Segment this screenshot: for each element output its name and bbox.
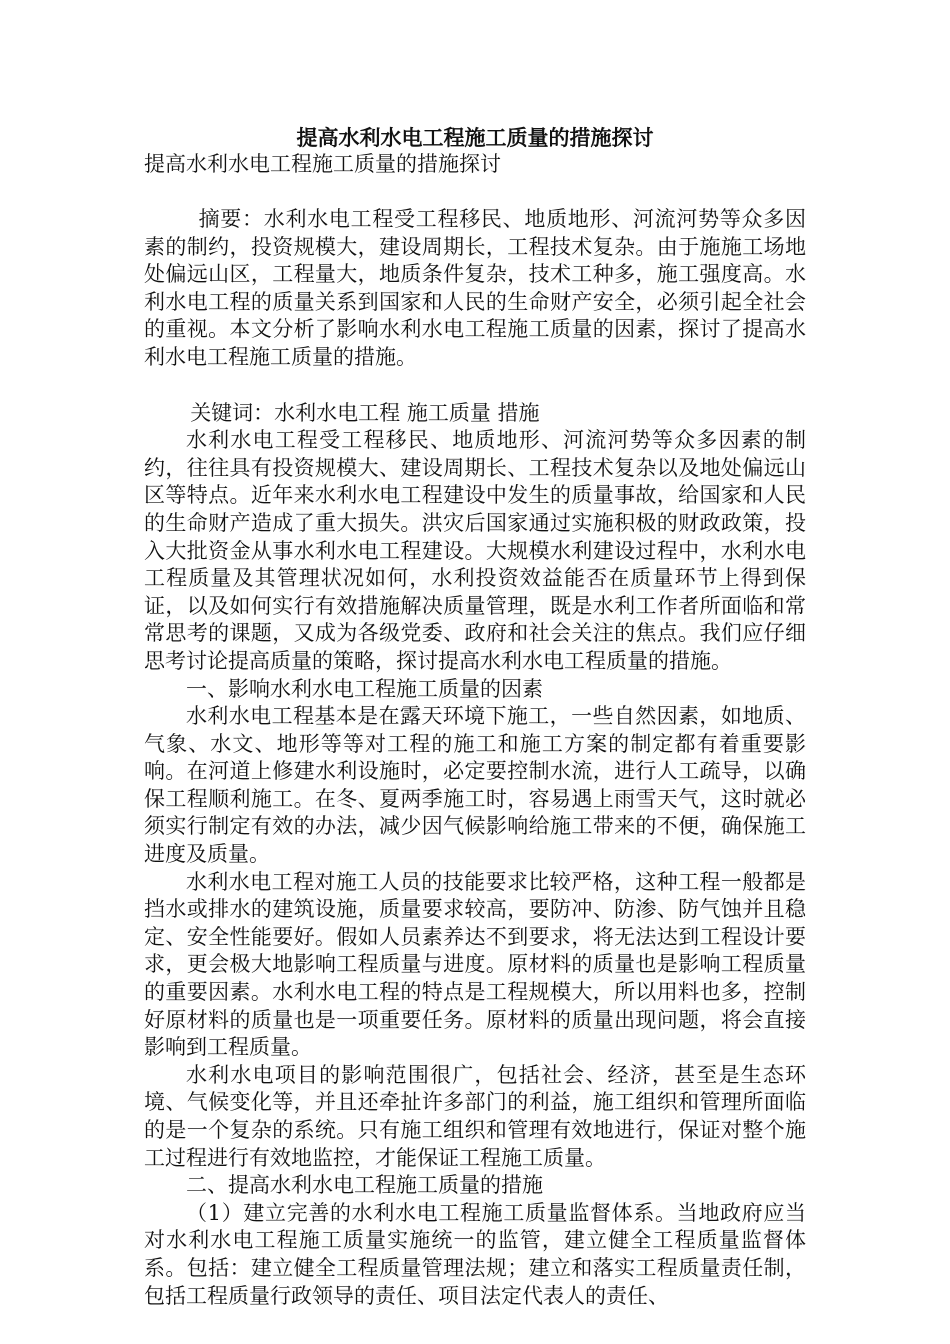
intro-paragraph: 水利水电工程受工程移民、地质地形、河流河势等众多因素的制约，往往具有投资规模大、建设周期长、工程技术复杂以及地处偏远山区等特点。近年来水利水电工程建设中发生的质量事故，给国家和人民的生命财产造成了重大损失。洪灾后国家通过实施积极的财政政策，投入大批资金从事水利水电工程建设。大规模水利建设过程中，水利水电工程质量及其管理状况如何，水利投资效益能否在质量环节上得到保证，以及如何实行有效措施解决质量管理，既是水利工作者所面临和常常思考的课题，又成为各级党委、政府和社会关注的焦点。我们应仔细思考讨论提高质量的策略，探讨提高水利水电工程质量的措施。 [144,428,806,673]
blank-line [144,178,806,206]
section-heading-1: 一、影响水利水电工程施工质量的因素 [186,676,543,701]
blank-line [144,372,806,400]
document-title: 提高水利水电工程施工质量的措施探讨 [296,125,654,150]
body-paragraph: 水利水电项目的影响范围很广，包括社会、经济，甚至是生态环境、气候变化等，并且还牵扯许多部门的利益，施工组织和管理所面临的是一个复杂的系统。只有施工组织和管理有效地进行，保证对整个施工过程进行有效地监控，才能保证工程施工质量。 [144,1062,806,1170]
body-paragraph: （1）建立完善的水利水电工程施工质量监督体系。当地政府应当对水利水电工程施工质量实施统一的监管，建立健全工程质量监督体系。包括：建立健全工程质量管理法规；建立和落实工程质量责任制，包括工程质量行政领导的责任、项目法定代表人的责任、 [144,1200,806,1308]
body-paragraph: 水利水电工程对施工人员的技能要求比较严格，这种工程一般都是挡水或排水的建筑设施，质量要求较高，要防冲、防渗、防气蚀并且稳定、安全性能要好。假如人员素养达不到要求，将无法达到工程设计要求，更会极大地影响工程质量与进度。原材料的质量也是影响工程质量的重要因素。水利水电工程的特点是工程规模大，所以用料也多，控制好原材料的质量也是一项重要任务。原材料的质量出现问题，将会直接影响到工程质量。 [144,869,806,1060]
section-heading-2: 二、提高水利水电工程施工质量的措施 [186,1173,543,1198]
keywords-line: 关键词：水利水电工程 施工质量 措施 [190,400,540,425]
body-paragraph: 水利水电工程基本是在露天环境下施工，一些自然因素，如地质、气象、水文、地形等等对工程的施工和施工方案的制定都有着重要影响。在河道上修建水利设施时，必定要控制水流，进行人工疏导，以确保工程顺利施工。在冬、夏两季施工时，容易遇上雨雪天气，这时就必须实行制定有效的办法，减少因气候影响给施工带来的不便，确保施工进度及质量。 [144,704,806,867]
document-body [144,124,806,1310]
document-subtitle: 提高水利水电工程施工质量的措施探讨 [144,152,501,176]
abstract-paragraph: 摘要：水利水电工程受工程移民、地质地形、河流河势等众多因素的制约，投资规模大，建设周期长，工程技术复杂。由于施施工场地处偏远山区，工程量大，地质条件复杂，技术工种多，施工强度高。水利水电工程的质量关系到国家和人民的生命财产安全，必须引起全社会的重视。本文分析了影响水利水电工程施工质量的因素，探讨了提高水利水电工程施工质量的措施。 [144,207,806,369]
